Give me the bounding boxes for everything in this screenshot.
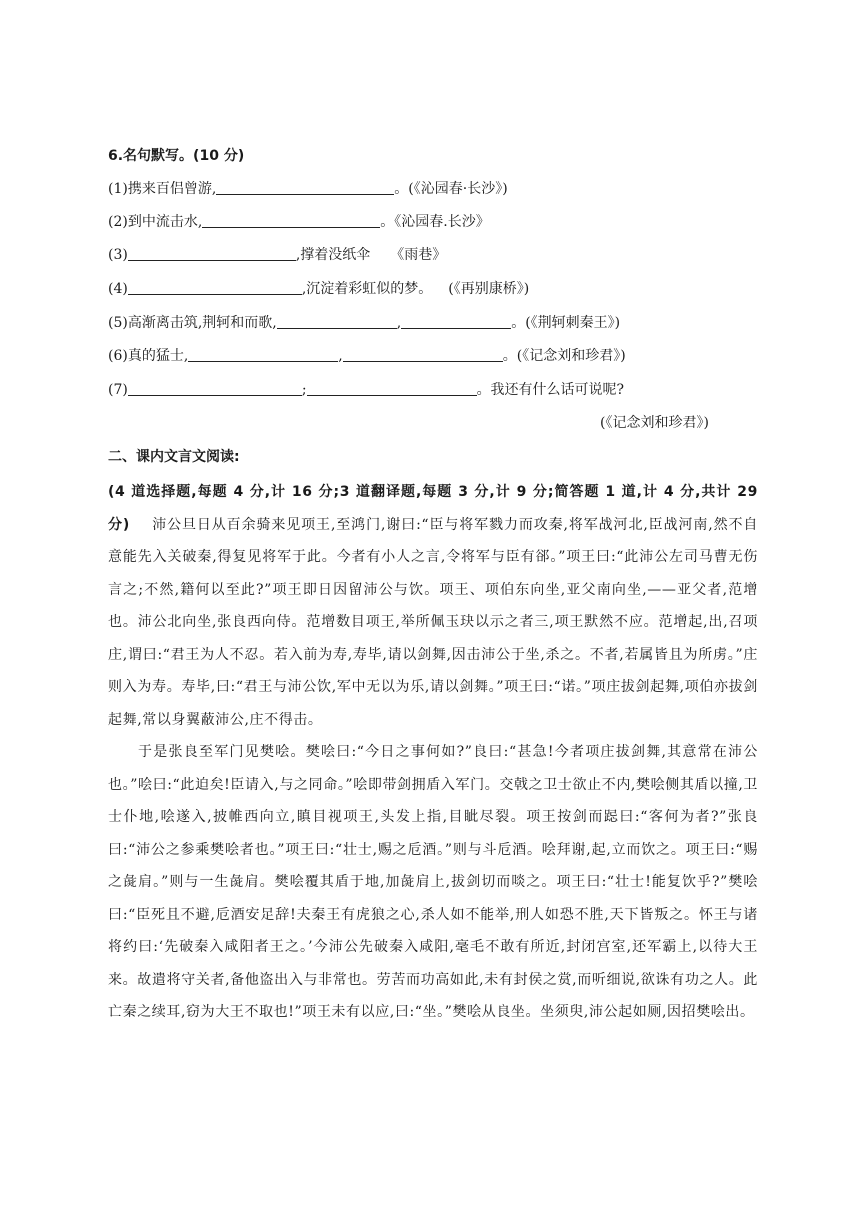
item-text: 。《沁园春.长沙》 — [380, 214, 490, 230]
passage-1-text: 沛公旦日从百余骑来见项王,至鸿门,谢曰:“臣与将军戮力而攻秦,将军战河北,臣战河南,然不自意能先入关破秦,得复见将军于此。今者有小人之言,令将军与臣有郤。”项王曰:“此沛公左司马曹无伤言之;不然,籍何以至此?”项王即日因留沛公与饮。项王、项伯东向坐,亚父南向坐,——亚父者,范增也。沛公北向坐,张良西向侍。范增数目项王,举所佩玉玦以示之者三,项王默然不应。范增起,出,召项庄,谓曰:“君王为人不忍。若入前为寿,寿毕,请以剑舞,因击沛公于坐,杀之。不者,若属皆且为所虏。”庄则入为寿。寿毕,曰:“君王与沛公饮,军中无以为乐,请以剑舞。”项王曰:“诺。”项庄拔剑起舞,项伯亦拔剑起舞,常以身翼蔽沛公,庄不得击。 — [108, 516, 758, 728]
question-6-item-7-source: (《记念刘和珍君》) — [600, 415, 709, 431]
classical-passage-1 — [108, 476, 758, 736]
classical-passage-2: 于是张良至军门见樊哙。樊哙曰:“今日之事何如?”良曰:“甚急!今者项庄拔剑舞,其意常在沛公也。”哙曰:“此迫矣!臣请入,与之同命。”哙即带剑拥盾入军门。交戟之卫士欲止不内,樊哙侧其盾以撞,卫士仆地,哙遂入,披帷西向立,瞋目视项王,头发上指,目眦尽裂。项王按剑而跽曰:“客何为者?”张良曰:“沛公之参乘樊哙者也。”项王曰:“壮士,赐之卮酒。”则与斗卮酒。哙拜谢,起,立而饮之。项王曰:“赐之彘肩。”则与一生彘肩。樊哙覆其盾于地,加彘肩上,拔剑切而啖之。项王曰:“壮士!能复饮乎?”樊哙曰:“臣死且不避,卮酒安足辞!夫秦王有虎狼之心,杀人如不能举,刑人如恐不胜,天下皆叛之。怀王与诸将约曰:‘先破秦入咸阳者王之。’今沛公先破秦入咸阳,毫毛不敢有所近,封闭宫室,还军霸上,以待大王来。故遣将守关者,备他盗出入与非常也。劳苦而功高如此,未有封侯之赏,而听细说,欲诛有功之人。此亡秦之续耳,窃为大王不取也!”项王未有以应,曰:“坐。”樊哙从良坐。坐须臾,沛公起如厕,因招樊哙出。 — [108, 744, 758, 1020]
item-text: 。(《荆轲刺秦王》) — [511, 315, 621, 331]
section-2-subtitle: (4 道选择题,每题 4 分,计 16 分;3 道翻译题,每题 3 分,计 9 分;简答题 1 道,计 4 分,共计 29 分) — [108, 484, 758, 533]
item-text: ; — [301, 382, 307, 398]
question-6-item-1 — [108, 179, 508, 199]
item-number: (6) — [108, 348, 128, 364]
item-text: 。(《沁园春·长沙》) — [394, 181, 508, 197]
answer-blank[interactable] — [216, 180, 394, 195]
answer-blank[interactable] — [202, 213, 380, 228]
question-6-item-7 — [108, 380, 624, 400]
answer-blank[interactable] — [343, 347, 503, 362]
item-number: (4) — [108, 281, 128, 297]
item-text: , — [396, 315, 402, 331]
item-text: 到中流击水, — [127, 214, 203, 230]
item-number: (5) — [108, 315, 128, 331]
answer-blank[interactable] — [128, 280, 302, 295]
question-6-item-2 — [108, 212, 490, 232]
item-text: , — [338, 348, 343, 364]
answer-blank[interactable] — [401, 314, 511, 329]
section-2-title: 二、课内文言文阅读: — [108, 449, 240, 465]
item-text: 。我还有什么话可说呢? — [476, 382, 625, 398]
question-6-item-3 — [108, 245, 446, 265]
item-text: ,沉淀着彩虹似的梦。 — [301, 281, 433, 297]
item-number: (2) — [108, 214, 128, 230]
answer-blank[interactable] — [128, 246, 296, 261]
answer-blank[interactable] — [188, 347, 338, 362]
question-6-item-5 — [108, 313, 620, 333]
item-number: (1) — [108, 181, 128, 197]
item-text: (《再别康桥》) — [448, 281, 530, 297]
item-number: (3) — [108, 247, 128, 263]
item-text: ,撑着没纸伞 — [295, 247, 371, 263]
item-number: (7) — [108, 382, 128, 398]
item-text: 高渐离击筑,荆轲和而歌, — [127, 315, 277, 331]
question-6-item-4 — [108, 279, 529, 299]
item-text: 携来百侣曾游, — [127, 181, 217, 197]
question-6-title: 6.名句默写。(10 分) — [108, 148, 245, 164]
answer-blank[interactable] — [128, 381, 302, 396]
question-6-item-6 — [108, 346, 626, 366]
answer-blank[interactable] — [307, 381, 477, 396]
item-text: 《雨巷》 — [390, 247, 447, 263]
item-text: 真的猛士, — [127, 348, 189, 364]
answer-blank[interactable] — [277, 314, 397, 329]
item-text: 。(《记念刘和珍君》) — [502, 348, 626, 364]
